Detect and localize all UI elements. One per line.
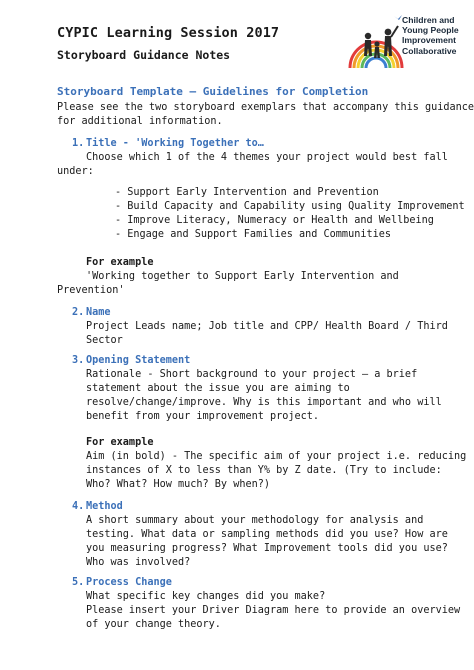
example-line: instances of X to less than Y% by Z date. (Try to include: [86,465,442,476]
example-label: For example [86,437,154,448]
item-number: 1. [72,138,85,149]
body-line: benefit from your improvement project. [86,411,320,422]
theme-bullet: - Support Early Intervention and Prevention [115,187,379,198]
item-heading-method: Method [86,501,123,512]
item-heading-process: Process Change [86,577,172,588]
body-line: A short summary about your methodology for analysis and [86,515,424,526]
section-heading: Storyboard Template – Guidelines for Completion [57,85,369,98]
theme-bullet: - Improve Literacy, Numeracy or Health and Wellbeing [115,215,434,226]
body-line: Project Leads name; Job title and CPP/ Health Board / Third [86,321,448,332]
item-heading-name: Name [86,307,111,318]
document-title: CYPIC Learning Session 2017 [57,25,280,41]
item-heading-title: Title - 'Working Together to… [86,138,264,149]
item-number: 2. [72,307,85,318]
body-line: resolve/change/improve. Why is this important and who will [86,397,442,408]
example-line: Prevention' [57,285,125,296]
theme-bullet: - Build Capacity and Capability using Quality Improvement [115,201,465,212]
body-line: Rationale - Short background to your project – a brief [86,369,418,380]
body-line: under: [57,166,94,177]
logo-text: Children and Young People Improvement Collaborative [402,15,459,56]
body-line: Choose which 1 of the 4 themes your project would best fall [86,152,448,163]
item-heading-opening: Opening Statement [86,355,191,366]
item-number: 3. [72,355,85,366]
body-line: statement about the issue you are aiming to [86,383,350,394]
theme-bullet: - Engage and Support Families and Communities [115,229,392,240]
body-line: Sector [86,335,123,346]
body-line: Who was involved? [86,557,191,568]
body-line: testing. What data or sampling methods did you use? How are [86,529,448,540]
example-line: Aim (in bold) - The specific aim of your project i.e. reducing [86,451,467,462]
intro-line: Please see the two storyboard exemplars that accompany this guidance [57,102,474,113]
example-line: Who? What? How much? By when?) [86,479,271,490]
body-line: What specific key changes did you make? [86,591,326,602]
document-subtitle: Storyboard Guidance Notes [57,48,231,62]
body-line: of your change theory. [86,619,221,630]
example-line: 'Working together to Support Early Intervention and [86,271,399,282]
item-number: 4. [72,501,85,512]
item-number: 5. [72,577,85,588]
example-label: For example [86,257,154,268]
body-line: Please insert your Driver Diagram here to provide an overview [86,605,461,616]
intro-line: for additional information. [57,116,223,127]
body-line: you measuring progress? What Improvement tools did you use? [86,543,448,554]
